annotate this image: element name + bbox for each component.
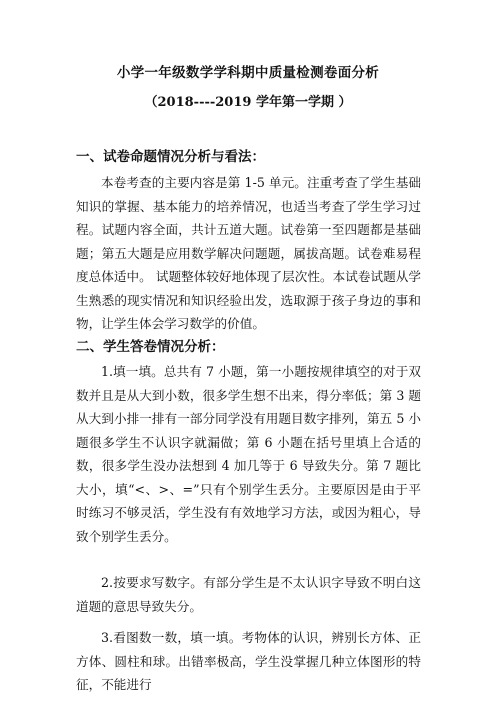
document-title: 小学一年级数学学科期中质量检测卷面分析	[116, 65, 380, 81]
section-2-heading: 二、学生答卷情况分析：	[76, 339, 225, 355]
document-subtitle: （2018----2019 学年第一学期 ）	[144, 95, 352, 110]
section-2-paragraph-3: 3.看图数一数，填一填。考物体的认识，辨别长方体、正方体、圆柱和球。出错率极高，学生没掌握几种立体图形的特征，不能进行	[76, 630, 421, 692]
section-1-paragraph: 本卷考查的主要内容是第 1-5 单元。注重考查了学生基础知识的掌握、基本能力的培养情况，也适当考查了学生学习过程。试题内容全面，共计五道大题。试卷第一至四题都是基础题；第五大题是应用数学解决问题题，属拔高题。试卷难易程度总体适中。 试题整体较好地体现了层次性。本试卷试题从学生熟悉的现实情况和知识经验出发，选取源于孩子身边的事和物，让学生体会学习数学的价值。	[76, 175, 421, 331]
section-1-heading: 一、试卷命题情况分析与看法：	[76, 149, 265, 165]
section-2-paragraph-2: 2.按要求写数字。有部分学生是不太认识字导致不明白这道题的意思导致失分。	[76, 575, 421, 614]
section-2-paragraph-1: 1.填一填。总共有 7 小题，第一小题按规律填空的对于双数并且是从大到小数，很多学生想不出来，得分率低；第 3 题从大到小排一排有一部分同学没有用题目数字排列，第五 5 小题很多学生不认识字就漏做；第 6 小题在括号里填上合适的数，很多学生没办法想到 4 加几等于 6 导致失分。第 7 题比大小，填“<、>、=”只有个别学生丢分。主要原因是由于平时练习不够灵活，学生没有有效地学习方法，或因为粗心，导致个别学生丢分。	[76, 364, 421, 544]
